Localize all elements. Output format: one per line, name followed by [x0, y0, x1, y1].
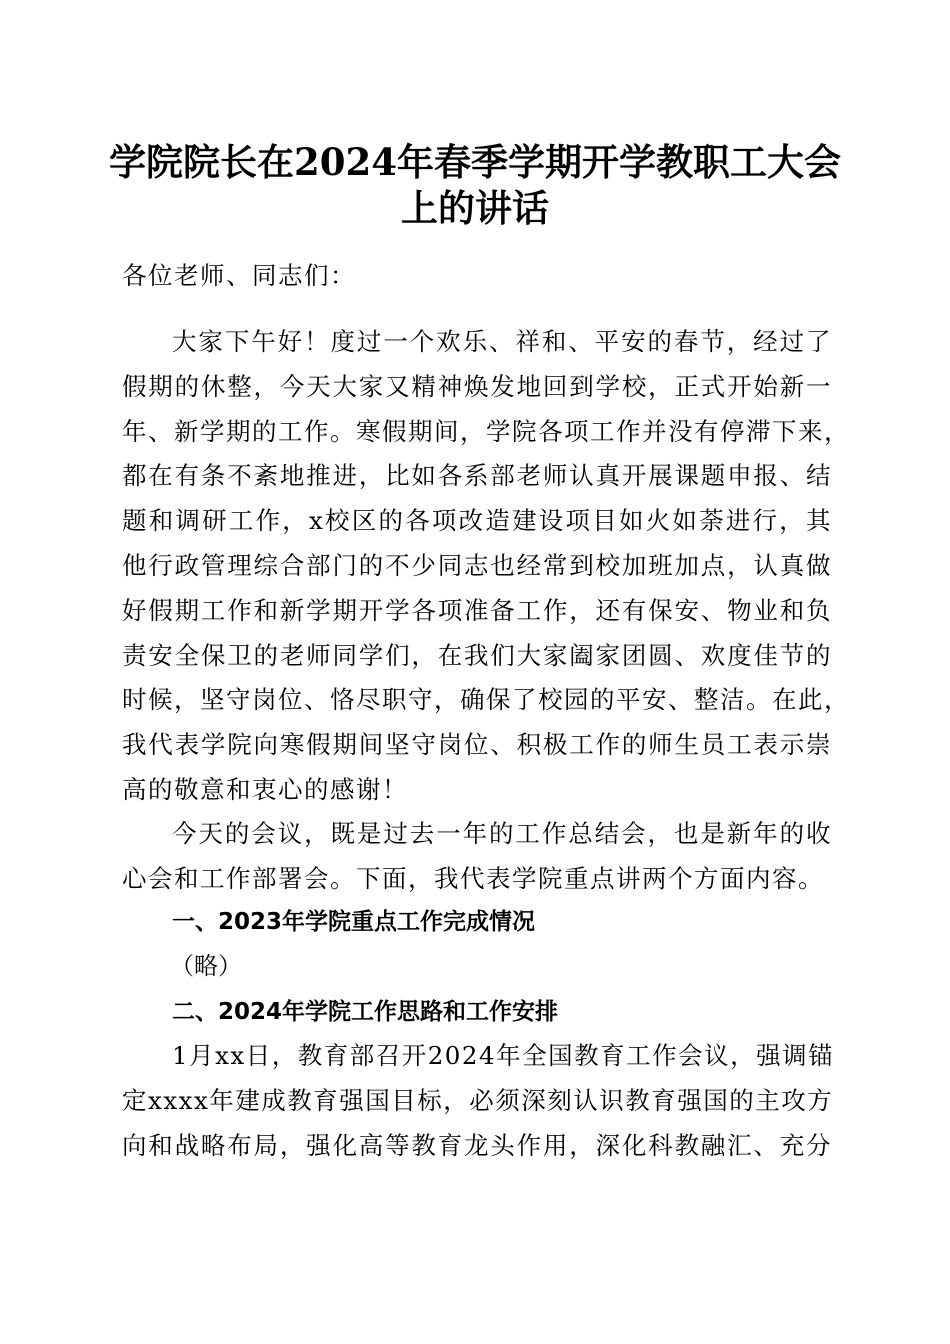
paragraph-greeting [122, 320, 850, 813]
omitted-note: （略） [170, 952, 242, 980]
section-heading-1: 一、2023年学院重点工作完成情况 [172, 909, 536, 935]
paragraph-line: 今天的会议，既是过去一年的工作总结会，也是新年的收 [172, 819, 832, 848]
salutation [122, 254, 832, 299]
document-title-line-2: 上的讲话 [401, 186, 549, 230]
paragraph-line: 都在有条不紊地推进，比如各系部老师认真开展课题申报、结 [122, 461, 832, 491]
paragraph-line: 好假期工作和新学期开学各项准备工作，还有保安、物业和负 [122, 595, 832, 625]
paragraph-line: 年、新学期的工作。寒假期间，学院各项工作并没有停滞下来， [122, 416, 850, 446]
paragraph-conference [122, 1034, 835, 1168]
paragraph-line: 1月xx日，教育部召开2024年全国教育工作会议，强调锚 [172, 1041, 835, 1070]
paragraph-line: 心会和工作部署会。下面，我代表学院重点讲两个方面内容。 [122, 863, 824, 893]
paragraph-line: 时候，坚守岗位、恪尽职守，确保了校园的平安、整洁。在此， [122, 685, 850, 715]
paragraph-line: 定xxxx年建成教育强国目标，必须深刻认识教育强国的主攻方 [122, 1085, 834, 1115]
paragraph-line: 他行政管理综合部门的不少同志也经常到校加班加点，认真做 [122, 550, 832, 580]
paragraph-line: 题和调研工作，x校区的各项改造建设项目如火如荼进行，其 [122, 506, 832, 536]
paragraph-line: 责安全保卫的老师同学们，在我们大家阖家团圆、欢度佳节的 [122, 640, 832, 670]
document-title-line-1: 学院院长在2024年春季学期开学教职工大会 [109, 140, 841, 184]
paragraph-line: 假期的休整，今天大家又精神焕发地回到学校，正式开始新一 [122, 371, 832, 401]
paragraph-line: 向和战略布局，强化高等教育龙头作用，深化科教融汇、充分 [122, 1130, 832, 1160]
salutation-text: 各位老师、同志们： [122, 261, 356, 290]
paragraph-line: 大家下午好！度过一个欢乐、祥和、平安的春节，经过了 [172, 327, 832, 356]
paragraph-meeting [122, 812, 832, 902]
paragraph-line: 高的敬意和衷心的感谢！ [122, 774, 408, 804]
paragraph-line: 我代表学院向寒假期间坚守岗位、积极工作的师生员工表示崇 [122, 730, 832, 760]
section-heading-2: 二、2024年学院工作思路和工作安排 [172, 999, 559, 1025]
